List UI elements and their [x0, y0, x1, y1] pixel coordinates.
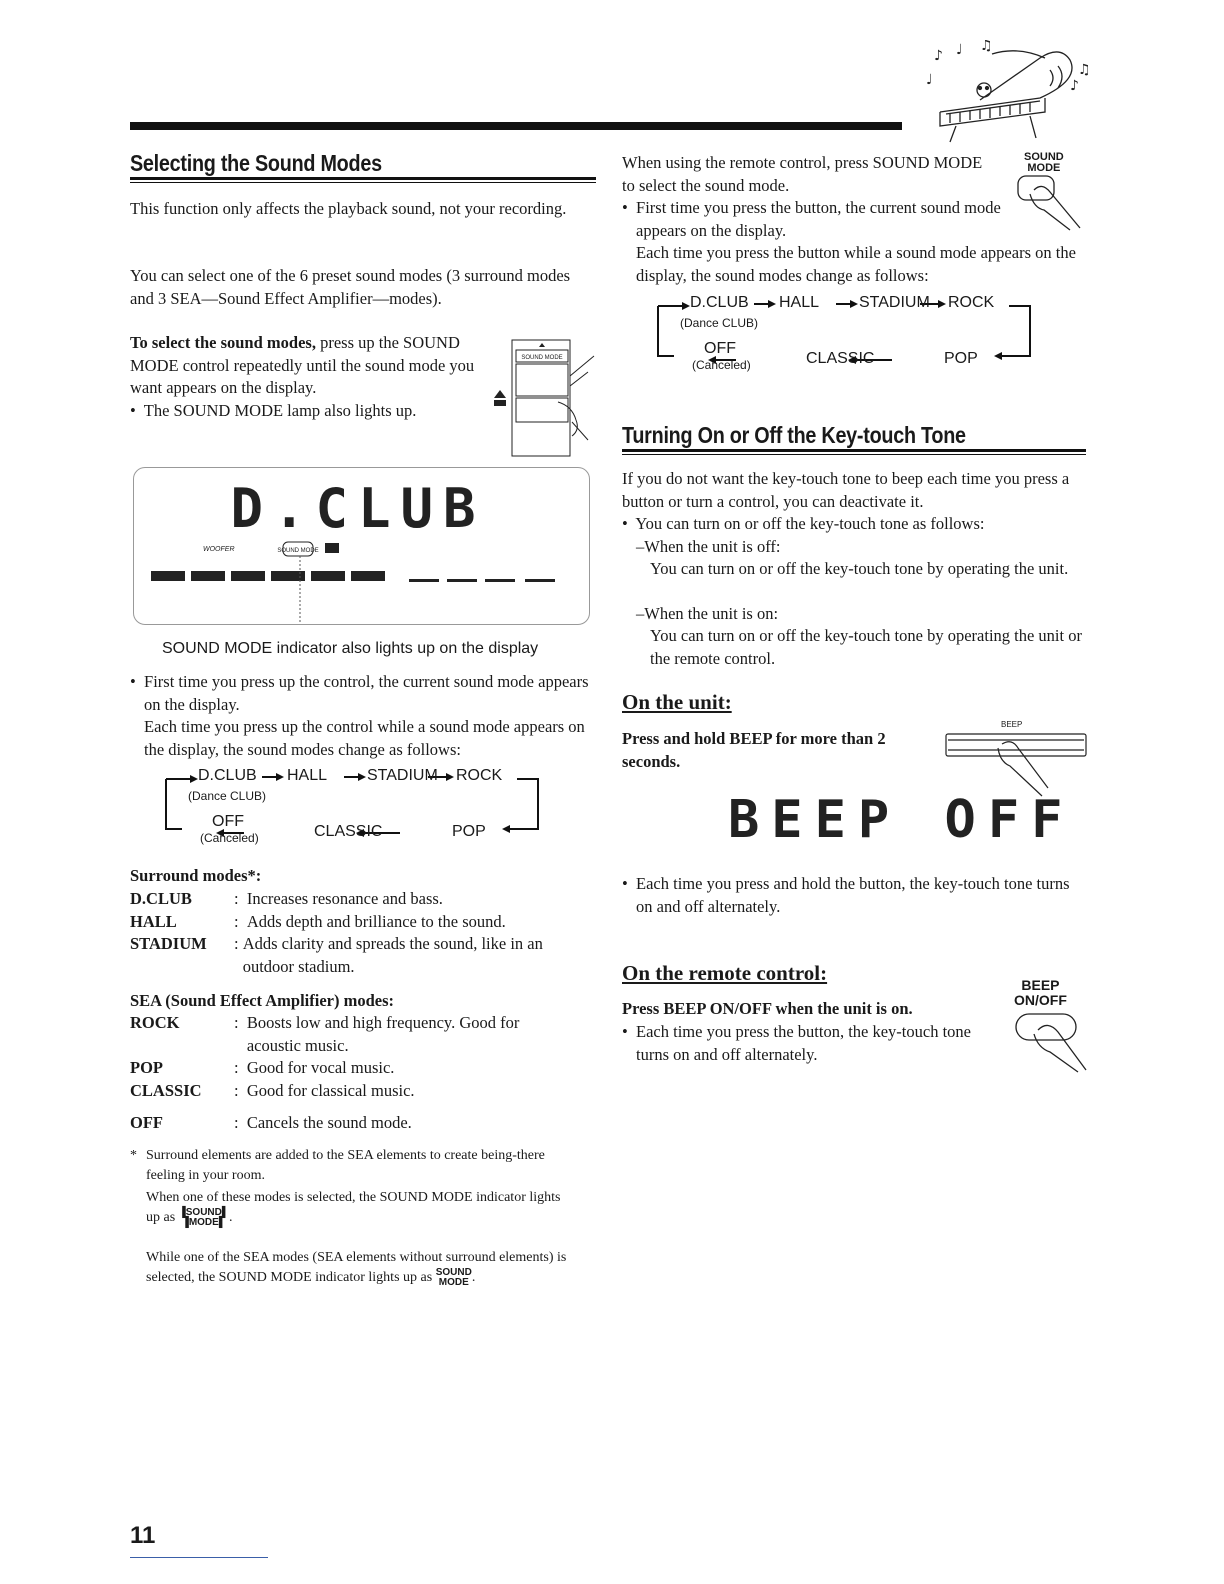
select-bold: To select the sound modes, — [130, 333, 316, 352]
mode-sequence-left — [162, 763, 542, 843]
seq-pop: POP — [452, 823, 486, 840]
footnote-3: While one of the SEA modes (SEA elements without surround elements) is selected, the SOUND MODE indicator lights up as SOUND MODE . — [146, 1250, 567, 1288]
unit-sound-mode-control — [488, 336, 598, 460]
seq-dclub-sub: (Dance CLUB) — [680, 316, 759, 330]
display-dclub-text: D.CLUB — [230, 477, 486, 540]
heading-rule-thin — [622, 454, 1086, 455]
seq-stadium: STADIUM — [859, 294, 930, 311]
surround-modes-list — [130, 888, 590, 978]
seq-classic: CLASSIC — [314, 823, 383, 840]
seq-hall: HALL — [779, 294, 820, 311]
piano-illustration — [920, 40, 1100, 150]
surround-heading: Surround modes*: — [130, 866, 262, 885]
heading-rule-thin — [130, 182, 596, 183]
sea-mode-classic: CLASSIC : Good for classical music. — [130, 1080, 415, 1100]
tone-bullet: • You can turn on or off the key-touch tone as follows: — [622, 514, 985, 533]
when-off: –When the unit is off: — [636, 537, 781, 556]
when-off-desc: You can turn on or off the key-touch tone by operating the unit. — [650, 559, 1069, 578]
when-on: –When the unit is on: — [636, 604, 779, 623]
seq-rock: ROCK — [456, 767, 503, 784]
seq-dclub-sub: (Dance CLUB) — [188, 789, 267, 803]
tone-intro: If you do not want the key-touch tone to beep each time you press a button or turn a control, you can deactivate it. — [622, 469, 1070, 511]
when-on-desc: You can turn on or off the key-touch tone by operating the unit or the remote control. — [650, 626, 1082, 668]
first-time-bullet-right: • First time you press the button, the current sound mode appears on the display. — [622, 198, 1001, 240]
svg-text:♩: ♩ — [926, 72, 933, 88]
svg-text:WOOFER: WOOFER — [203, 546, 235, 553]
seq-dclub: D.CLUB — [198, 767, 257, 784]
svg-text:♪: ♪ — [1070, 78, 1079, 94]
sound-modes-heading: Selecting the Sound Modes — [130, 150, 382, 176]
on-remote-instruction: Press BEEP ON/OFF when the unit is on. — [622, 999, 913, 1018]
page-number: 11 — [130, 1522, 156, 1549]
svg-text:SOUND MODE: SOUND MODE — [277, 548, 319, 554]
sea-heading: SEA (Sound Effect Amplifier) modes: — [130, 991, 394, 1010]
remote-beep-button-icon — [1008, 1010, 1092, 1076]
svg-text:♫: ♫ — [1078, 62, 1091, 78]
seq-rock: ROCK — [948, 294, 995, 311]
remote-beep-label: BEEP ON/OFF — [1014, 977, 1067, 1008]
sea-modes-list — [130, 1012, 590, 1102]
sea-mode-pop: POP : Good for vocal music. — [130, 1058, 395, 1077]
surround-mode-hall: HALL : Adds depth and brilliance to the sound. — [130, 911, 506, 931]
seq-hall: HALL — [287, 767, 328, 784]
svg-text:♫: ♫ — [980, 40, 993, 54]
each-time-right: Each time you press the button while a sound mode appears on the display, the sound modes change as follows: — [636, 243, 1076, 285]
seq-off-sub: (Canceled) — [200, 831, 259, 845]
sea-mode-rock: ROCK : Boosts low and high frequency. Good for acoustic music. — [130, 1013, 520, 1055]
footnote-2: When one of these modes is selected, the SOUND MODE indicator lights up as ▐SOUND▌ ▐MODE▌ . — [146, 1190, 561, 1228]
heading-rule — [130, 177, 596, 180]
svg-text:♩: ♩ — [956, 42, 963, 58]
key-touch-heading: Turning On or Off the Key-touch Tone — [622, 422, 966, 448]
seq-off: OFF — [212, 813, 244, 830]
svg-text:♪: ♪ — [934, 48, 943, 64]
seq-dclub: D.CLUB — [690, 294, 749, 311]
select-rest: press up the SOUND MODE control repeatedly until the sound mode you want appears on the display. — [130, 333, 475, 397]
seq-pop: POP — [944, 350, 978, 367]
surround-mode-stadium: STADIUM : Adds clarity and spreads the sound, like in an outdoor stadium. — [130, 934, 543, 976]
top-rule — [130, 122, 902, 130]
display-panel-graphics — [133, 467, 588, 623]
intro-text-2: You can select one of the 6 preset sound modes (3 surround modes and 3 SEA—Sound Effect Amplifier—modes). — [130, 266, 571, 308]
on-remote-bullet: • Each time you press the button, the key-touch tone turns on and off alternately. — [622, 1022, 971, 1064]
select-instructions — [130, 332, 480, 400]
on-unit-bullet: • Each time you press and hold the button, the key-touch tone turns on and off alternately. — [622, 874, 1070, 916]
intro-text-1: This function only affects the playback sound, not your recording. — [130, 199, 567, 218]
surround-mode-dclub: D.CLUB : Increases resonance and bass. — [130, 889, 443, 908]
seq-off-sub: (Canceled) — [692, 358, 751, 372]
lamp-bullet: • The SOUND MODE lamp also lights up. — [130, 401, 417, 420]
each-time-left: Each time you press up the control while a sound mode appears on the display, the sound modes change as follows: — [144, 717, 585, 759]
on-remote-heading: On the remote control: — [622, 961, 828, 985]
svg-text:SOUND MODE: SOUND MODE — [521, 355, 563, 361]
seq-off: OFF — [704, 340, 736, 357]
beep-off-display: BEEP OFF — [728, 790, 1075, 850]
seq-stadium: STADIUM — [367, 767, 438, 784]
indicator-sound-mode-plain-icon: SOUND MODE — [435, 1267, 472, 1288]
mode-sequence-right — [654, 290, 1034, 370]
on-unit-instruction: Press and hold BEEP for more than 2 seconds. — [622, 729, 886, 771]
indicator-sound-mode-icon: ▐SOUND▌ ▐MODE▌ — [178, 1207, 229, 1228]
off-mode: OFF : Cancels the sound mode. — [130, 1113, 412, 1132]
page-number-rule — [130, 1557, 268, 1558]
unit-beep-label: BEEP — [1001, 720, 1023, 729]
first-time-bullet-left: • First time you press up the control, the current sound mode appears on the display. — [130, 672, 589, 714]
display-caption: SOUND MODE indicator also lights up on the display — [162, 640, 539, 657]
remote-intro: When using the remote control, press SOUND MODE to select the sound mode. — [622, 153, 983, 195]
footnote-1: * Surround elements are added to the SEA elements to create being-there feeling in your room. — [130, 1148, 545, 1183]
heading-rule — [622, 449, 1086, 452]
remote-sound-mode-label: SOUND MODE — [1024, 151, 1064, 174]
on-unit-heading: On the unit: — [622, 690, 732, 714]
seq-classic: CLASSIC — [806, 350, 875, 367]
